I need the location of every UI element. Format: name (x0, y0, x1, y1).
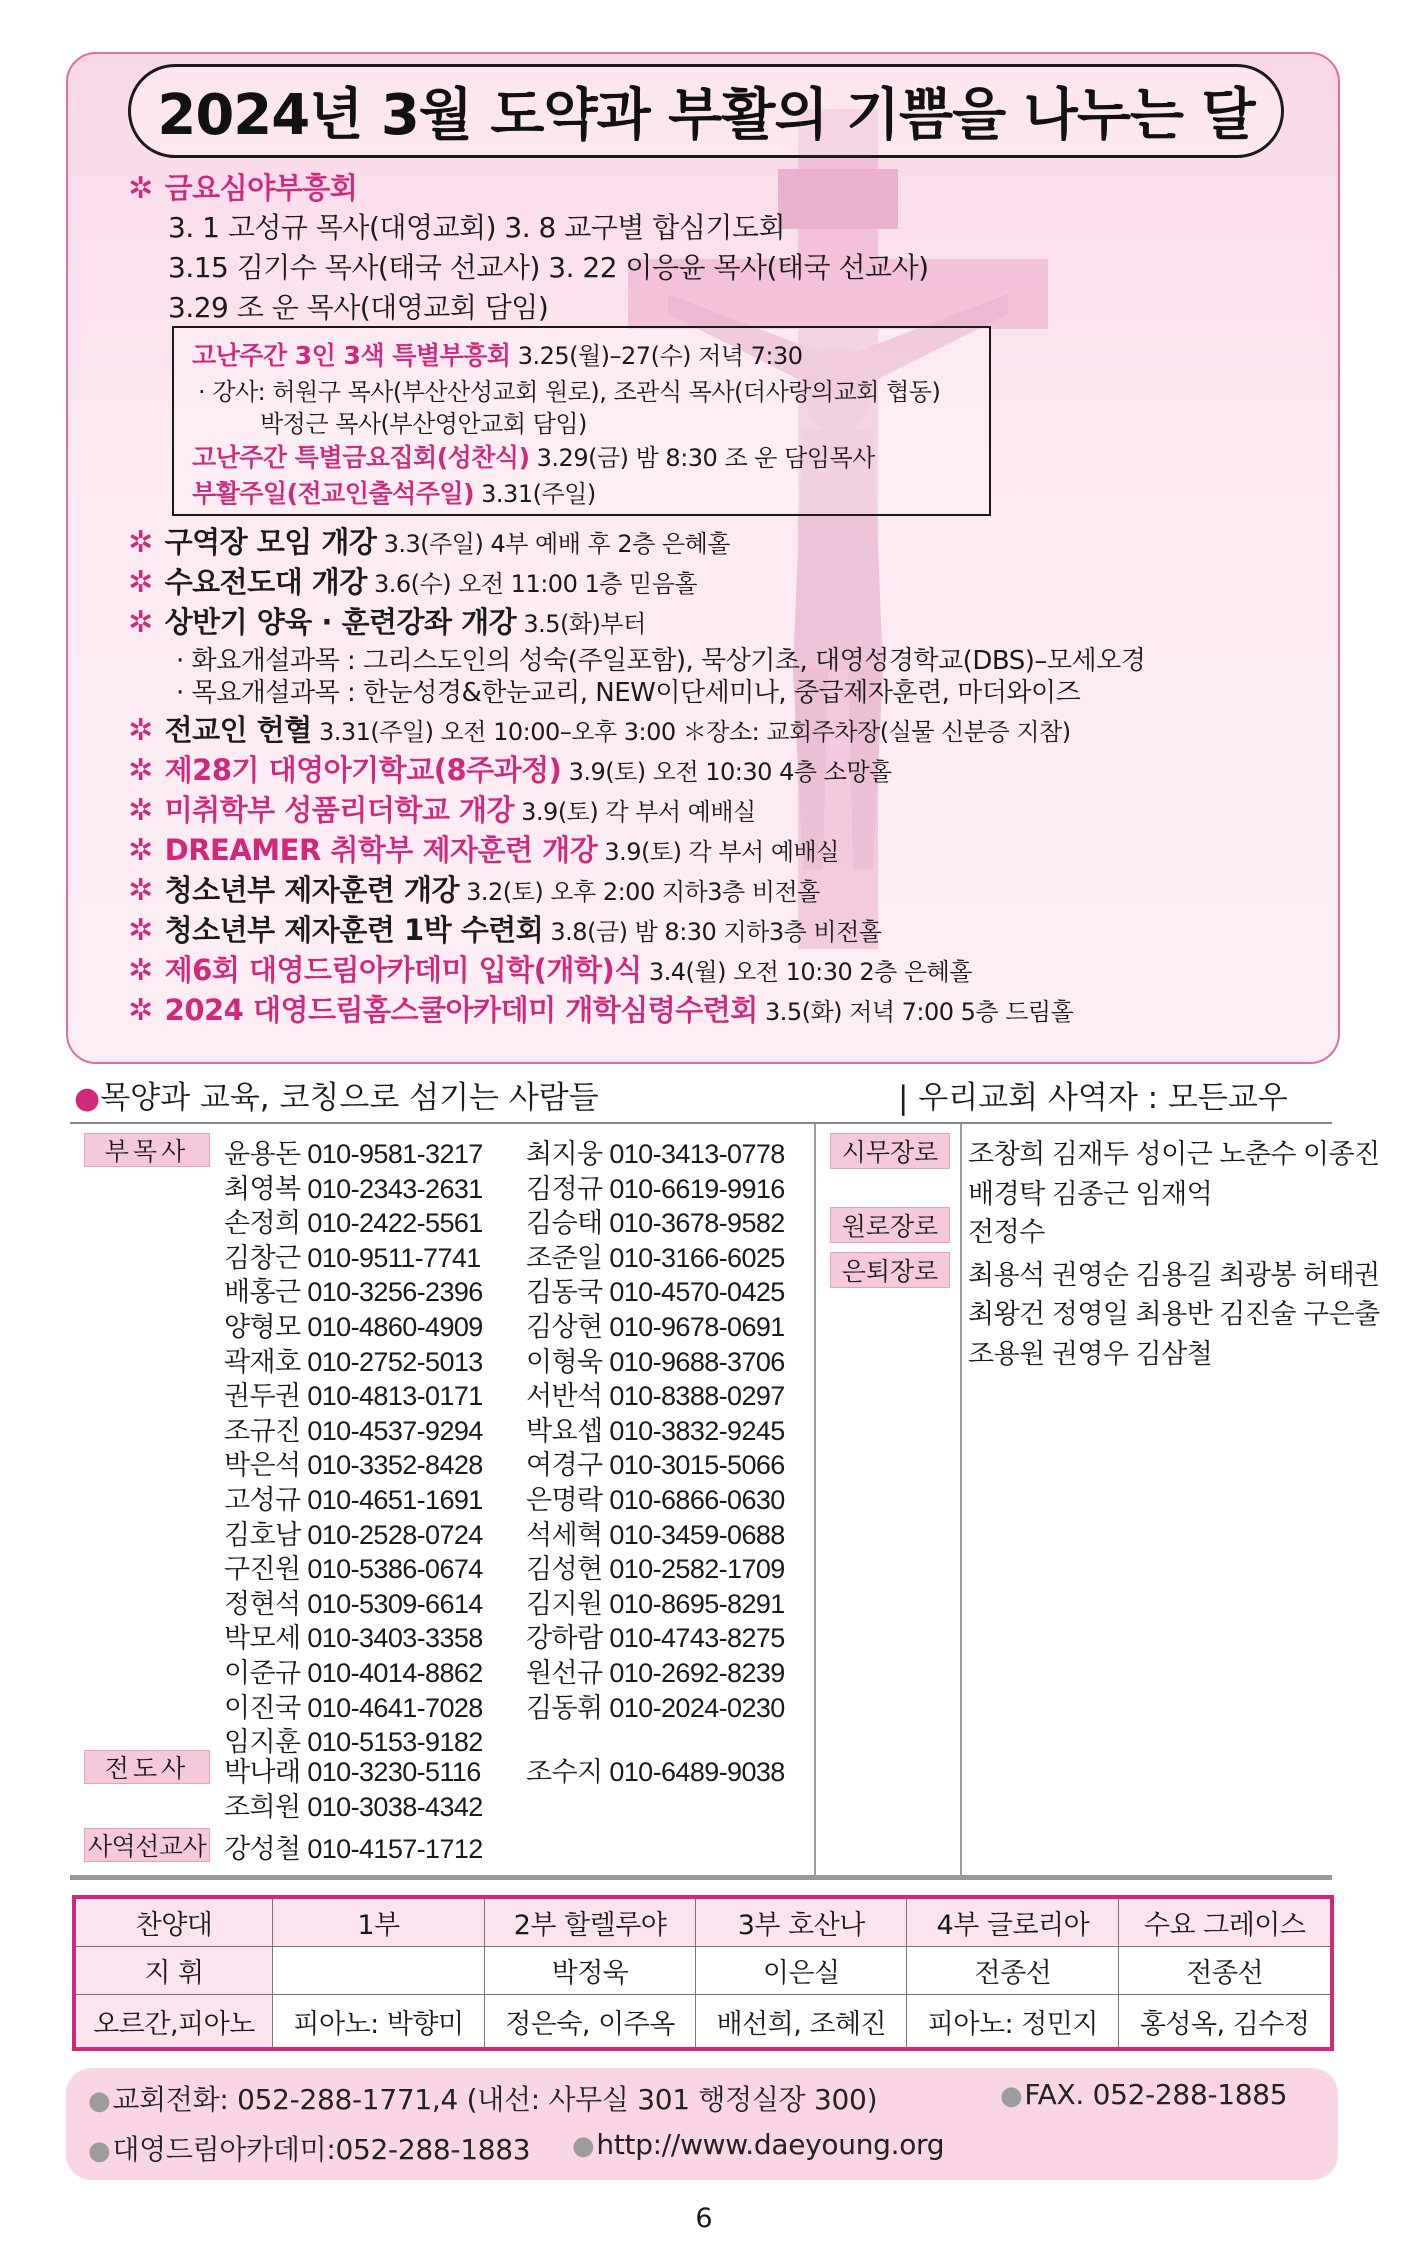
flower-bullet-icon: ✲ (128, 605, 153, 640)
passion-revival-title: 고난주간 3인 3색 특별부흥회 (192, 341, 511, 370)
staff-entry: 손정희 010-2422-5561 (224, 1208, 483, 1239)
staff-entry: 이준규 010-4014-8862 (224, 1658, 483, 1688)
staff-entry: 이형욱 010-9688-3706 (526, 1346, 785, 1377)
bullet-dot-icon: ● (74, 1081, 101, 1116)
staff-entry: 임지훈 010-5153-9182 (224, 1727, 483, 1758)
table-cell: 전종선 (907, 1947, 1119, 1995)
staff-entry: 이진국 010-4641-7028 (224, 1692, 483, 1723)
thursday-courses: · 목요개설과목 : 한눈성경&한눈교리, NEW이단세미나, 중급제자훈련, 마더와이즈 (176, 678, 1081, 708)
bullet-dot-icon: ● (1000, 2081, 1023, 2111)
table-cell: 박정욱 (484, 1947, 695, 1995)
staff-entry: 윤용돈 010-9581-3217 (224, 1139, 483, 1169)
academy-phone: ●대영드림아카데미:052-288-1883 (88, 2133, 531, 2166)
staff-entry: 박모세 010-3403-3358 (224, 1623, 483, 1654)
retired-elder-names: 최왕건 정영일 최용반 김진술 구은출 (968, 1299, 1380, 1329)
event-item: ✲ 청소년부 제자훈련 1박 수련회 3.8(금) 밤 8:30 지하3층 비전홀 (128, 913, 882, 948)
table-cell: 찬양대 (74, 1897, 273, 1947)
retired-elder-names: 조용원 권영우 김삼철 (968, 1339, 1213, 1369)
conductor-row (74, 1947, 1332, 1995)
friday-revival-row: 3. 1 고성규 목사(대영교회) 3. 8 교구별 합심기도회 (168, 211, 786, 244)
staff-entry: 김동국 010-4570-0425 (526, 1277, 785, 1308)
flower-bullet-icon: ✲ (128, 793, 153, 828)
staff-entry: 김창근 010-9511-7741 (224, 1242, 481, 1273)
table-cell: 지 휘 (74, 1947, 273, 1995)
page-title-banner (128, 64, 1284, 158)
bullet-dot-icon: ● (88, 2086, 111, 2116)
staff-entry: 강하람 010-4743-8275 (526, 1623, 785, 1654)
table-cell (273, 1947, 485, 1995)
table-cell: 3부 호산나 (696, 1897, 907, 1947)
staff-entry: 석세혁 010-3459-0688 (526, 1519, 785, 1550)
easter-detail: 3.31(주일) (474, 480, 596, 508)
tuesday-courses: · 화요개설과목 : 그리스도인의 성숙(주일포함), 묵상기초, 대영성경학교(DBS)–모세오경 (176, 646, 1146, 676)
active-elder-label: 시무장로 (830, 1133, 950, 1169)
table-cell: 2부 할렐루야 (484, 1897, 695, 1947)
table-cell: 정은숙, 이주옥 (484, 1995, 695, 2050)
organ-piano-row (74, 1995, 1332, 2050)
staff-entry: 구진원 010-5386-0674 (224, 1554, 483, 1585)
evangelist-label: 전도사 (84, 1750, 210, 1784)
event-item: ✲ 전교인 헌혈 3.31(주일) 오전 10:00–오후 3:00 ＊장소: 교회주차장(실물 신분증 지참) (128, 713, 1071, 748)
page-number: 6 (695, 2203, 713, 2234)
staff-entry: 박요셉 010-3832-9245 (526, 1415, 785, 1446)
passion-week-box (172, 326, 991, 516)
monthly-events-box (66, 52, 1340, 1064)
choir-header-row (74, 1897, 1332, 1947)
fax-number: ●FAX. 052-288-1885 (1000, 2078, 1288, 2111)
staff-entry: 배홍근 010-3256-2396 (224, 1277, 483, 1308)
retired-elder-label: 은퇴장로 (830, 1252, 950, 1288)
speakers-line-2: 박정근 목사(부산영안교회 담임) (260, 410, 587, 438)
staff-entry: 김지원 010-8695-8291 (526, 1588, 785, 1619)
flower-bullet-icon: ✲ (128, 953, 153, 988)
staff-section-subtitle: | 우리교회 사역자 : 모든교우 (898, 1080, 1288, 1116)
staff-entry: 원선규 010-2692-8239 (526, 1658, 785, 1688)
flower-bullet-icon: ✲ (128, 565, 153, 600)
table-cell: 피아노: 정민지 (907, 1995, 1119, 2050)
staff-section-title: ●목양과 교육, 코칭으로 섬기는 사람들 (74, 1080, 599, 1116)
good-friday-title: 고난주간 특별금요집회(성찬식) (192, 443, 530, 472)
table-cell: 오르간,피아노 (74, 1995, 273, 2050)
divider (814, 1124, 816, 1876)
active-elder-names: 조창희 김재두 성이근 노춘수 이종진 (968, 1139, 1380, 1169)
staff-entry: 여경구 010-3015-5066 (526, 1450, 785, 1481)
honorary-elder-label: 원로장로 (830, 1207, 950, 1243)
table-cell: 전종선 (1119, 1947, 1332, 1995)
event-item: ✲ 수요전도대 개강 3.6(수) 오전 11:00 1층 믿음홀 (128, 565, 698, 600)
staff-entry: 박은석 010-3352-8428 (224, 1450, 483, 1481)
easter-title: 부활주일(전교인출석주일) (192, 479, 475, 508)
church-phone: ●교회전화: 052-288-1771,4 (내선: 사무실 301 행정실장 300) (88, 2083, 878, 2116)
contact-box (66, 2068, 1338, 2180)
staff-entry: 강성철 010-4157-1712 (224, 1834, 483, 1864)
staff-entry: 조수지 010-6489-9038 (526, 1757, 785, 1787)
staff-entry: 최지웅 010-3413-0778 (526, 1139, 785, 1169)
table-cell: 수요 그레이스 (1119, 1897, 1332, 1947)
staff-entry: 조희원 010-3038-4342 (224, 1792, 483, 1822)
staff-entry: 조규진 010-4537-9294 (224, 1415, 483, 1446)
table-cell: 배선희, 조혜진 (696, 1995, 907, 2050)
flower-bullet-icon: ✲ (128, 753, 153, 788)
divider (70, 1875, 1332, 1880)
bullet-dot-icon: ● (88, 2136, 111, 2166)
active-elder-names: 배경탁 김종근 임재억 (968, 1179, 1213, 1209)
staff-entry: 양형모 010-4860-4909 (224, 1312, 483, 1342)
event-item: ✲ 상반기 양육 · 훈련강좌 개강 3.5(화)부터 (128, 605, 646, 640)
staff-entry: 최영복 010-2343-2631 (224, 1173, 483, 1204)
staff-entry: 김성현 010-2582-1709 (526, 1554, 785, 1585)
event-item: ✲ 2024 대영드림홈스쿨아카데미 개학심령수련회 3.5(화) 저녁 7:00 5층 드림홀 (128, 993, 1074, 1028)
table-cell: 4부 글로리아 (907, 1897, 1119, 1947)
staff-entry: 정현석 010-5309-6614 (224, 1588, 483, 1619)
flower-bullet-icon: ✲ (128, 171, 153, 206)
good-friday-detail: 3.29(금) 밤 8:30 조 운 담임목사 (529, 444, 875, 472)
flower-bullet-icon: ✲ (128, 525, 153, 560)
choir-table (72, 1895, 1334, 2051)
flower-bullet-icon: ✲ (128, 993, 153, 1028)
retired-elder-names: 최용석 권영순 김용길 최광봉 허태권 (968, 1260, 1380, 1290)
staff-entry: 서반석 010-8388-0297 (526, 1381, 785, 1412)
flower-bullet-icon: ✲ (128, 713, 153, 748)
staff-entry: 권두권 010-4813-0171 (224, 1381, 483, 1412)
honorary-elder-names: 전정수 (968, 1217, 1045, 1247)
flower-bullet-icon: ✲ (128, 873, 153, 908)
table-cell: 이은실 (696, 1947, 907, 1995)
associate-pastor-label: 부목사 (84, 1133, 210, 1167)
staff-entry: 김동휘 010-2024-0230 (526, 1692, 785, 1723)
staff-entry: 곽재호 010-2752-5013 (224, 1346, 483, 1377)
table-cell: 피아노: 박향미 (273, 1995, 485, 2050)
friday-revival-row: 3.29 조 운 목사(대영교회 담임) (168, 291, 549, 324)
staff-entry: 박나래 010-3230-5116 (224, 1757, 481, 1787)
event-item: ✲ 구역장 모임 개강 3.3(주일) 4부 예배 후 2층 은혜홀 (128, 525, 730, 560)
staff-entry: 고성규 010-4651-1691 (224, 1485, 483, 1515)
page-title: 2024년 3월 도약과 부활의 기쁨을 나누는 달 (157, 83, 1255, 148)
event-item: ✲ DREAMER 취학부 제자훈련 개강 3.9(토) 각 부서 예배실 (128, 833, 839, 868)
flower-bullet-icon: ✲ (128, 913, 153, 948)
table-cell: 홍성옥, 김수정 (1119, 1995, 1332, 2050)
friday-revival-row: 3.15 김기수 목사(태국 선교사) 3. 22 이응윤 목사(태국 선교사) (168, 251, 929, 284)
event-item: ✲ 청소년부 제자훈련 개강 3.2(토) 오후 2:00 지하3층 비전홀 (128, 873, 820, 908)
staff-entry: 은명락 010-6866-0630 (526, 1485, 785, 1515)
flower-bullet-icon: ✲ (128, 833, 153, 868)
divider (960, 1124, 962, 1876)
staff-entry: 김상현 010-9678-0691 (526, 1312, 785, 1342)
missionary-label: 사역선교사 (84, 1828, 210, 1862)
staff-entry: 조준일 010-3166-6025 (526, 1242, 785, 1273)
passion-revival-detail: 3.25(월)–27(수) 저녁 7:30 (510, 342, 803, 370)
staff-entry: 김호남 010-2528-0724 (224, 1519, 483, 1550)
table-cell: 1부 (273, 1897, 485, 1947)
staff-entry: 김승태 010-3678-9582 (526, 1208, 785, 1239)
website-link[interactable]: ●http://www.daeyoung.org (572, 2128, 945, 2161)
friday-revival-heading: ✲ 금요심야부흥회 (128, 171, 358, 206)
bullet-dot-icon: ● (572, 2131, 595, 2161)
event-item: ✲ 제28기 대영아기학교(8주과정) 3.9(토) 오전 10:30 4층 소망홀 (128, 753, 892, 788)
event-item: ✲ 제6회 대영드림아카데미 입학(개학)식 3.4(월) 오전 10:30 2층 은혜홀 (128, 953, 972, 988)
event-item: ✲ 미취학부 성품리더학교 개강 3.9(토) 각 부서 예배실 (128, 793, 756, 828)
staff-entry: 김정규 010-6619-9916 (526, 1173, 785, 1204)
divider (70, 1122, 1332, 1124)
speakers-line: · 강사: 허원구 목사(부산산성교회 원로), 조관식 목사(더사랑의교회 협동) (198, 378, 941, 406)
